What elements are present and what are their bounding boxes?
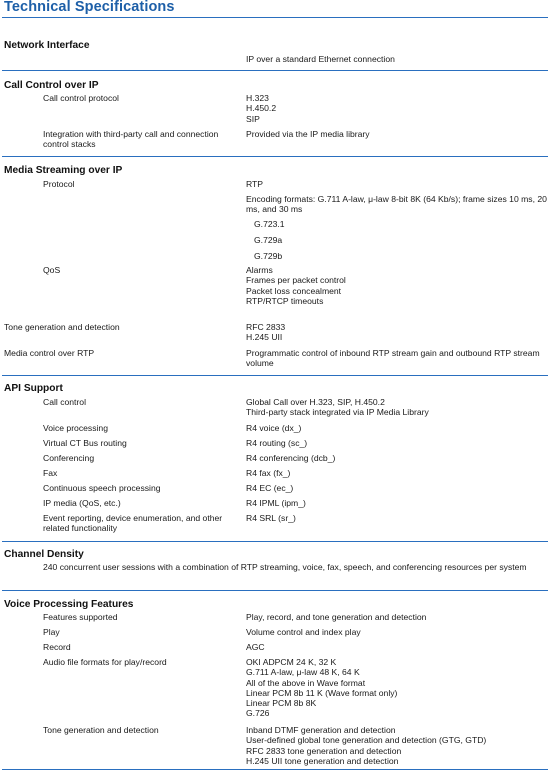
api-label: Call control xyxy=(43,397,86,407)
record-value: AGC xyxy=(246,642,265,652)
record-label: Record xyxy=(43,642,71,652)
media-protocol-value: RTP xyxy=(246,179,264,189)
media-control-label: Media control over RTP xyxy=(4,348,95,358)
section-title-call-control: Call Control over IP xyxy=(4,80,99,91)
audio-formats-label: Audio file formats for play/record xyxy=(43,657,167,667)
api-value: R4 voice (dx_) xyxy=(246,423,302,433)
audio-formats-values: OKI ADPCM 24 K, 32 K G.711 A-law, μ-law 48 K, 64 K All of the above in Wave format Linear PCM 8b 11 K (Wave format only) Linear PCM 8b 8K G.726 xyxy=(246,657,398,719)
media-tone-label: Tone generation and detection xyxy=(4,322,120,332)
integration-label: Integration with third-party call and connection control stacks xyxy=(43,129,219,150)
section-title-media-streaming: Media Streaming over IP xyxy=(4,165,123,176)
codec-g7231: G.723.1 xyxy=(254,219,285,229)
call-control-protocol-values: H.323 H.450.2 SIP xyxy=(246,93,277,124)
media-tone-values: RFC 2833 H.245 UII xyxy=(246,322,286,343)
api-value: R4 EC (ec_) xyxy=(246,483,294,493)
api-label: Virtual CT Bus routing xyxy=(43,438,127,448)
page-title: Technical Specifications xyxy=(4,0,175,15)
voice-tone-values: Inband DTMF generation and detection User-defined global tone generation and detection (GTG, GTD) RFC 2833 tone generation and detection H.245 UII tone generation and detection xyxy=(246,725,487,766)
title-divider xyxy=(2,17,548,18)
api-label: Conferencing xyxy=(43,453,95,463)
media-protocol-label: Protocol xyxy=(43,179,75,189)
section-divider xyxy=(2,375,548,376)
channel-density-desc: 240 concurrent user sessions with a combination of RTP streaming, voice, fax, speech, and conferencing resources per system xyxy=(43,562,527,572)
api-label: Event reporting, device enumeration, and other related functionality xyxy=(43,513,223,534)
api-value: R4 IPML (ipm_) xyxy=(246,498,306,508)
bottom-divider xyxy=(2,769,548,770)
features-supported-value: Play, record, and tone generation and detection xyxy=(246,612,427,622)
media-control-value: Programmatic control of inbound RTP stream gain and outbound RTP stream volume xyxy=(246,348,540,369)
api-label: IP media (QoS, etc.) xyxy=(43,498,121,508)
api-label: Continuous speech processing xyxy=(43,483,161,493)
api-value: R4 conferencing (dcb_) xyxy=(246,453,336,463)
network-interface-value: IP over a standard Ethernet connection xyxy=(246,54,395,64)
section-divider xyxy=(2,590,548,591)
qos-values: Alarms Frames per packet control Packet loss concealment RTP/RTCP timeouts xyxy=(246,265,346,306)
play-value: Volume control and index play xyxy=(246,627,361,637)
section-title-voice-processing: Voice Processing Features xyxy=(4,599,134,610)
api-label: Fax xyxy=(43,468,58,478)
api-value: R4 SRL (sr_) xyxy=(246,513,296,523)
api-label: Voice processing xyxy=(43,423,108,433)
section-title-api-support: API Support xyxy=(4,383,63,394)
section-title-network: Network Interface xyxy=(4,40,90,51)
integration-value: Provided via the IP media library xyxy=(246,129,370,139)
call-control-protocol-label: Call control protocol xyxy=(43,93,119,103)
encoding-formats: Encoding formats: G.711 A-law, μ-law 8-bit 8K (64 Kb/s); frame sizes 10 ms, 20 ms, and 30 ms xyxy=(246,194,547,215)
section-title-channel-density: Channel Density xyxy=(4,549,84,560)
features-supported-label: Features supported xyxy=(43,612,118,622)
qos-label: QoS xyxy=(43,265,61,275)
voice-tone-label: Tone generation and detection xyxy=(43,725,159,735)
codec-g729a: G.729a xyxy=(254,235,283,245)
section-divider xyxy=(2,70,548,71)
section-divider xyxy=(2,156,548,157)
api-value: R4 routing (sc_) xyxy=(246,438,308,448)
codec-g729b: G.729b xyxy=(254,251,283,261)
api-value: Global Call over H.323, SIP, H.450.2 Third-party stack integrated via IP Media Library xyxy=(246,397,429,418)
play-label: Play xyxy=(43,627,60,637)
section-divider xyxy=(2,541,548,542)
api-value: R4 fax (fx_) xyxy=(246,468,291,478)
